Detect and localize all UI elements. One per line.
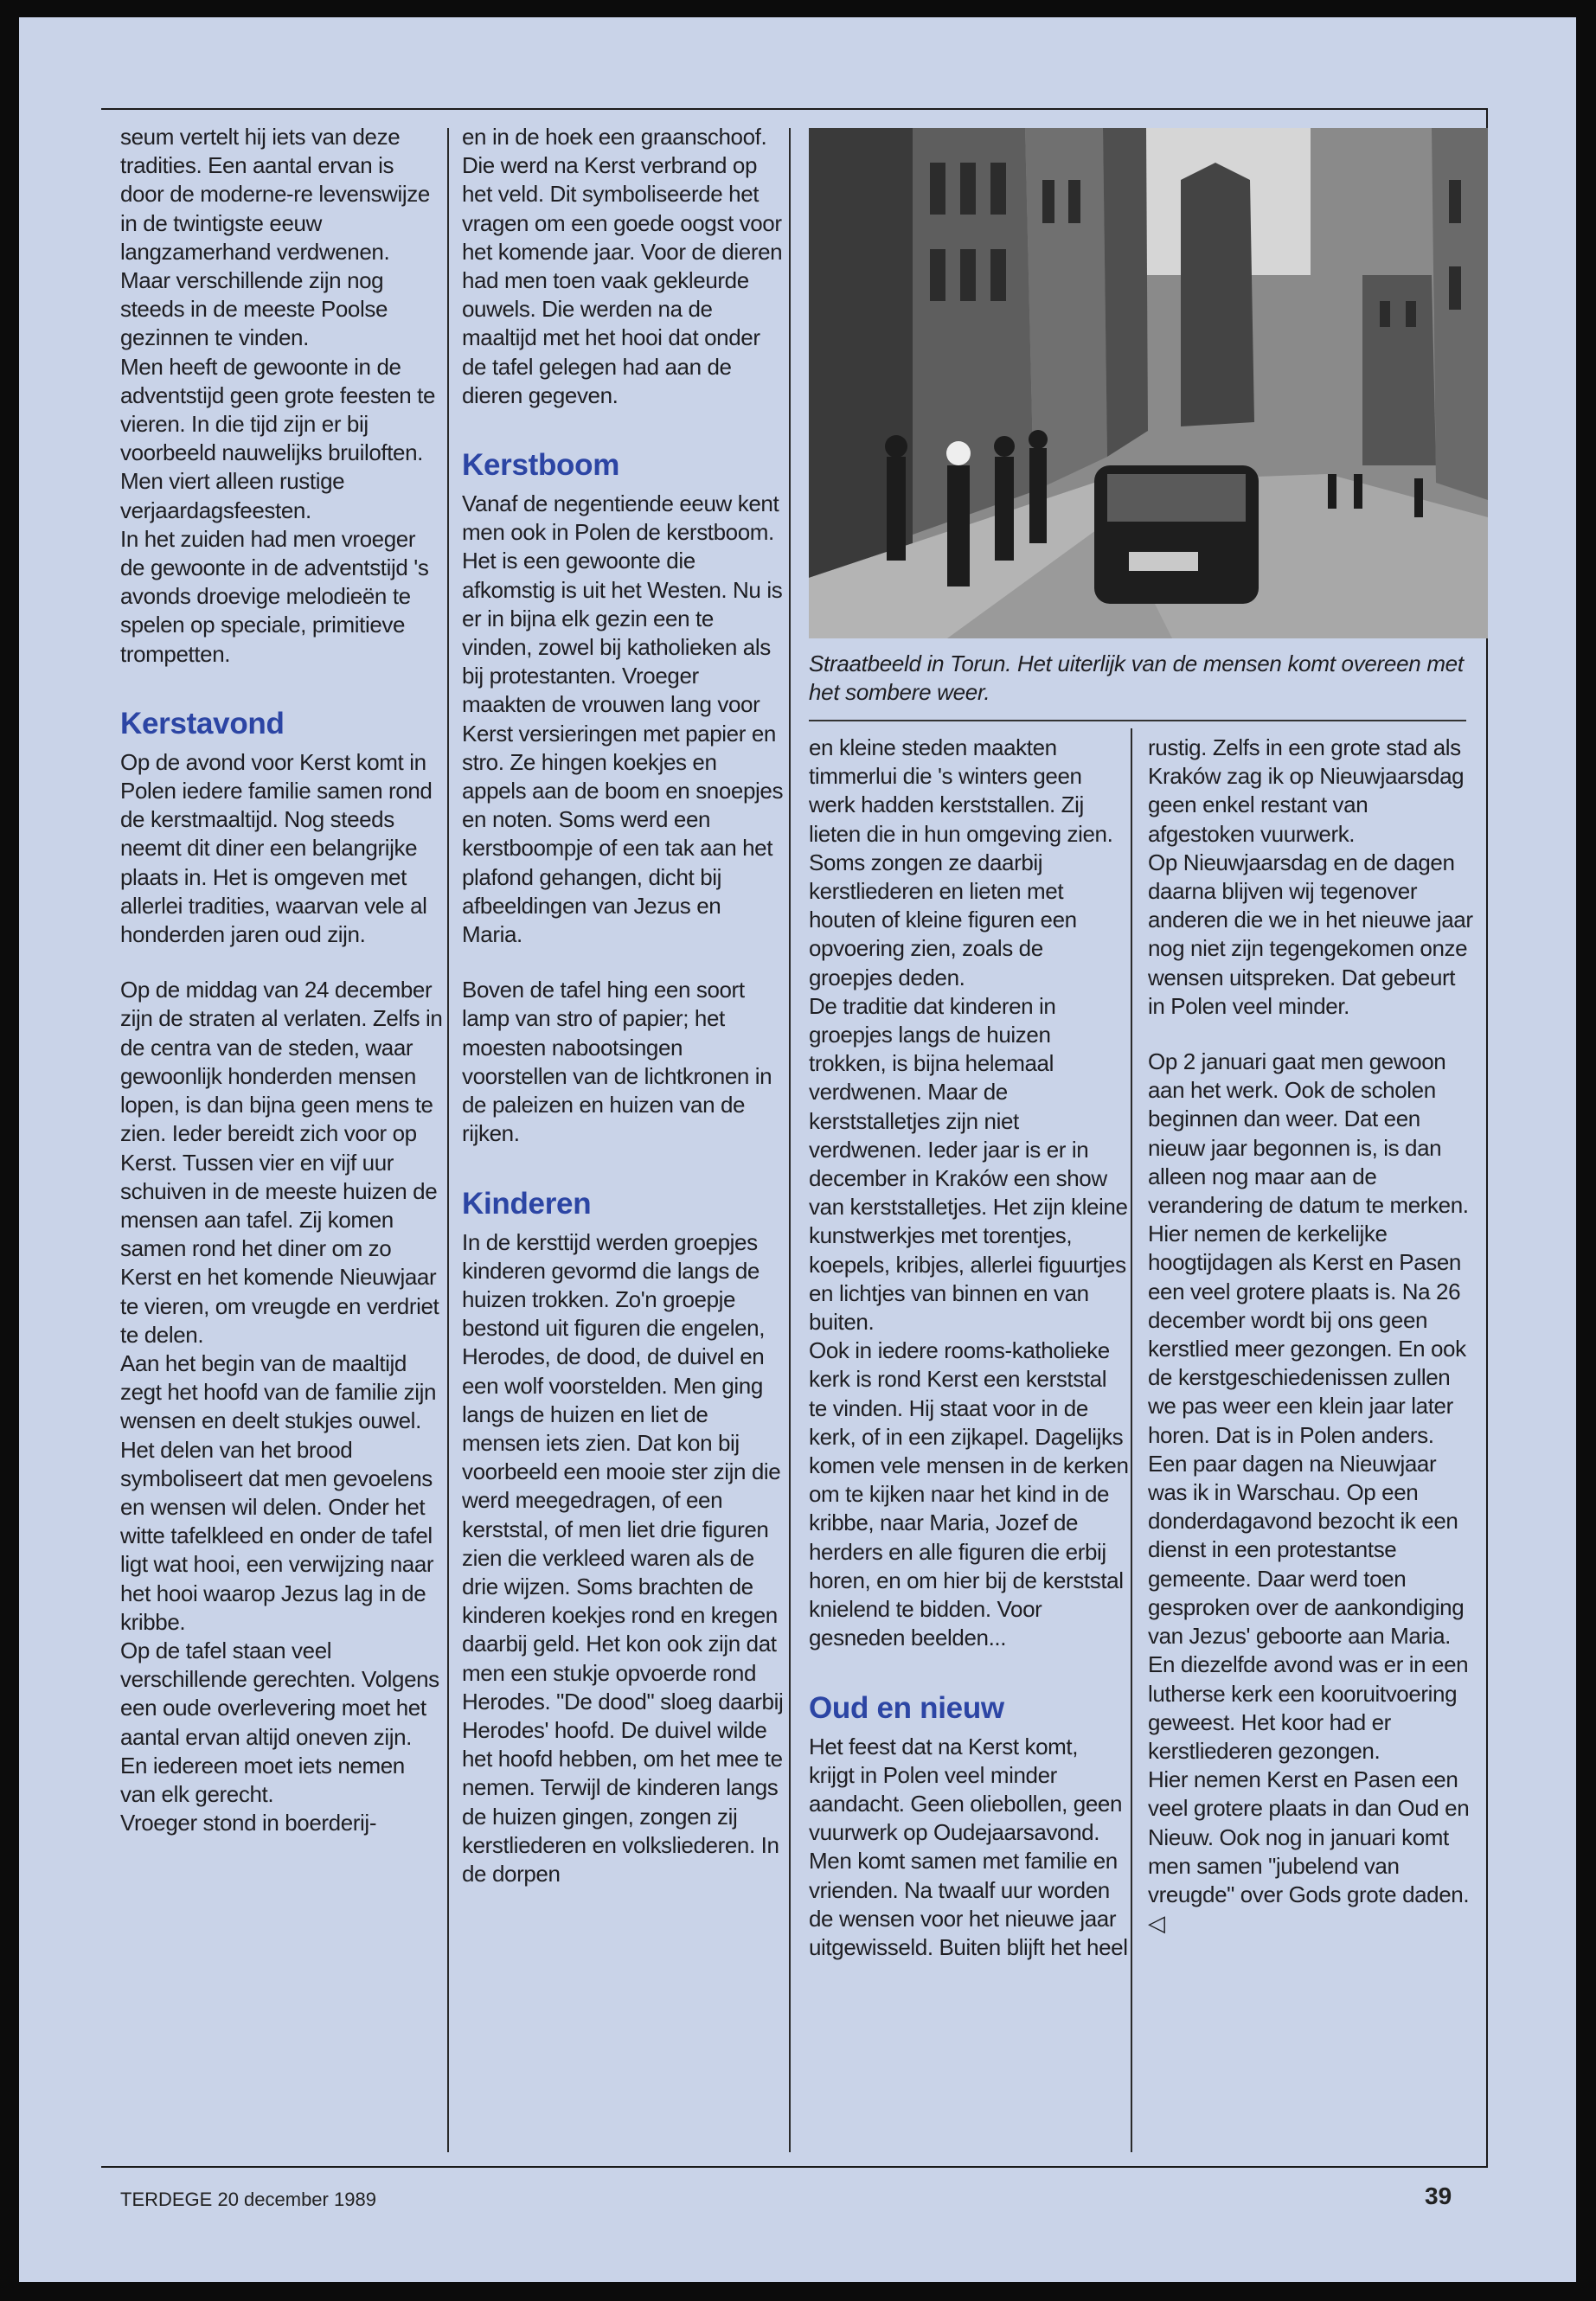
paragraph: Het feest dat na Kerst komt, krijgt in Polen veel minder aandacht. Geen oliebollen, geen vuurwerk op Oudejaarsavond. Men komt samen met familie en vrienden. Na twaalf uur worden de wensen voor het nieuwe jaar uitgewisseld. Buiten blijft het heel bbox=[809, 1733, 1128, 1960]
street-scene-image bbox=[809, 128, 1488, 638]
page-number: 39 bbox=[1425, 2182, 1452, 2209]
paragraph: In de kersttijd werden groepjes kinderen gevormd die langs de huizen trokken. Zo'n groepje bestond uit figuren die engelen, Herodes, de dood, de duivel en een wolf voorstelden. Men ging langs de huizen en liet de mensen iets zien. Dat kon bij voorbeeld een mooie ster zijn die werd meegedragen, of een kerststal, of men liet drie figuren zien die verkleed waren als de drie wijzen. Soms brachten de kinderen koekjes rond en kregen daarbij geld. Het kon ook zijn dat men een stukje opvoerde rond Herodes. "De dood" sloeg daarbij Herodes' hoofd. De duivel wilde het hoofd hebben, om het mee te nemen. Terwijl de kinderen langs de huizen gingen, zongen zij kerstliederen en volksliederen. In de dorpen bbox=[462, 1228, 784, 1887]
paragraph: rustig. Zelfs in een grote stad als Kraków zag ik op Nieuwjaarsdag geen enkel restant van afgestoken vuurwerk. bbox=[1148, 734, 1465, 847]
column-divider bbox=[789, 128, 791, 2152]
paragraph: en in de hoek een graanschoof. Die werd na Kerst verbrand op het veld. Dit symboliseerde het vragen om een goede oogst voor het komende jaar. Voor de dieren had men toen vaak gekleurde ouwels. Die werden na de maaltijd met het hooi dat onder de tafel gelegen had aan de dieren gegeven. bbox=[462, 124, 783, 408]
paragraph: seum vertelt hij iets van deze tradities. Een aantal ervan is door de moderne-re levenswijze in de twintigste eeuw langzamerhand verdwenen. Maar verschillende zijn nog steeds in de meeste Poolse gezinnen te vinden. bbox=[120, 124, 430, 351]
column-divider bbox=[1131, 728, 1132, 2152]
section-heading-oud-en-nieuw: Oud en nieuw bbox=[809, 1690, 1004, 1725]
paragraph: Op de avond voor Kerst komt in Polen iedere familie samen rond de kerstmaaltijd. Nog steeds neemt dit diner een belangrijke plaats in. Het is omgeven met allerlei tradities, waarvan vele al honderden jaren oud zijn. bbox=[120, 748, 433, 948]
paragraph: Boven de tafel hing een soort lamp van stro of papier; het moesten nabootsingen voorstellen van de lichtkronen in de paleizen en huizen van de rijken. bbox=[462, 977, 772, 1147]
article-column-3 bbox=[809, 734, 1129, 1962]
paragraph: Op de middag van 24 december zijn de straten al verlaten. Zelfs in de centra van de steden, waar gewoonlijk honderden mensen lopen, is dan bijna geen mens te zien. Ieder bereidt zich voor op Kerst. Tussen vier en vijf uur schuiven in de meeste huizen de mensen aan tafel. Zij komen samen rond het diner om zo Kerst en het komende Nieuwjaar te vieren, om vreugde en verdriet te delen. bbox=[120, 977, 443, 1348]
paragraph: De traditie dat kinderen in groepjes langs de huizen trokken, is bijna helemaal verdwenen. Maar de kerststalletjes zijn niet verdwenen. Ieder jaar is er in december in Kraków een show van kerststalletjes. Het zijn kleine kunstwerkjes met torentjes, koepels, kribjes, allerlei figuurtjes en lichtjes van binnen en van buiten. bbox=[809, 992, 1128, 1336]
paragraph: Ook in iedere rooms-katholieke kerk is rond Kerst een kerststal te vinden. Hij staat voor in de kerk, of in een zijkapel. Dagelijks komen vele mensen in de kerken om te kijken naar het kind in de kribbe, naar Maria, Jozef de herders en alle figuren die erbij horen, en om hier bij de kerststal knielend te bidden. Voor gesneden beelden... bbox=[809, 1337, 1129, 1651]
paragraph: Vanaf de negentiende eeuw kent men ook in Polen de kerstboom. Het is een gewoonte die afkomstig is uit het Westen. Nu is er in bijna elk gezin een te vinden, zowel bij katholieken als bij protestanten. Vroeger maakten de vrouwen lang voor Kerst versieringen met papier en stro. Ze hingen koekjes en appels aan de boom en snoepjes en noten. Soms werd een kerstboompje of een tak aan het plafond gehangen, dicht bij afbeeldingen van Jezus en Maria. bbox=[462, 490, 784, 948]
photo-caption: Straatbeeld in Torun. Het uiterlijk van de mensen komt overeen met het sombere weer. bbox=[809, 651, 1464, 705]
street-photo bbox=[809, 128, 1488, 638]
paragraph: In het zuiden had men vroeger de gewoonte in de adventstijd 's avonds droevige melodieën te spelen op speciale, primitieve trompetten. bbox=[120, 525, 429, 667]
article-column-4 bbox=[1148, 734, 1477, 1938]
section-heading-kinderen: Kinderen bbox=[462, 1186, 592, 1221]
section-heading-kerstboom: Kerstboom bbox=[462, 448, 620, 483]
frame-top-rule bbox=[101, 108, 1488, 110]
paragraph: Vroeger stond in boerderij- bbox=[120, 1810, 377, 1836]
paragraph: Op de tafel staan veel verschillende gerechten. Volgens een oude overlevering moet het aantal ervan altijd oneven zijn. En iedereen moet iets nemen van elk gerecht. bbox=[120, 1637, 439, 1807]
column-divider bbox=[447, 128, 449, 2152]
paragraph: Op 2 januari gaat men gewoon aan het werk. Ook de scholen beginnen dan weer. Dat een nieuw jaar begonnen is, is dan alleen nog maar aan de verandering de datum te merken. Hier nemen de kerkelijke hoogtijdagen als Kerst en Pasen een veel grotere plaats is. Na 26 december wordt bij ons geen kerstlied meer gezongen. En ook de kerstgeschiedenissen zullen we pas weer een klein jaar later horen. Dat is in Polen anders. Een paar dagen na Nieuwjaar was ik in Warschau. Op een donderdagavond bezocht ik een dienst in een protestantse gemeente. Daar werd toen gesproken over de aankondiging van Jezus' geboorte aan Maria. En diezelfde avond was er in een lutherse kerk een kooruitvoering geweest. Het koor had er kerstliederen gezongen. bbox=[1148, 1048, 1469, 1764]
section-heading-kerstavond: Kerstavond bbox=[120, 706, 285, 740]
paragraph: Aan het begin van de maaltijd zegt het hoofd van de familie zijn wensen en deelt stukjes ouwel. Het delen van het brood symboliseert dat men gevoelens en wensen wil delen. Onder het witte tafelkleed en onder de tafel ligt wat hooi, een verwijzing naar het hooi waarop Jezus lag in de kribbe. bbox=[120, 1349, 437, 1635]
paragraph: en kleine steden maakten timmerlui die 's winters geen werk hadden kerststallen. Zij lieten die in hun omgeving zien. Soms zongen ze daarbij kerstliederen en lieten met houten of kleine figuren een opvoering zien, zoals de groepjes deden. bbox=[809, 734, 1113, 990]
publication-footer: TERDEGE 20 december 1989 bbox=[120, 2189, 376, 2210]
paragraph: Op Nieuwjaarsdag en de dagen daarna blijven wij tegenover anderen die we in het nieuwe jaar nog niet zijn tegengekomen onze wensen uitspreken. Dat gebeurt in Polen veel minder. bbox=[1148, 849, 1473, 1019]
paragraph: Men heeft de gewoonte in de adventstijd geen grote feesten te vieren. In die tijd zijn er bij voorbeeld nauwelijks bruiloften. Men viert alleen rustige verjaardagsfeesten. bbox=[120, 353, 436, 523]
caption-rule bbox=[809, 720, 1466, 721]
paragraph: Hier nemen Kerst en Pasen een veel grotere plaats in dan Oud en Nieuw. Ook nog in januari komt men samen "jubelend van vreugde" over Gods grote daden. ◁ bbox=[1148, 1766, 1470, 1937]
frame-bottom-rule bbox=[101, 2166, 1488, 2168]
article-column-2 bbox=[462, 123, 785, 1888]
article-column-1 bbox=[120, 123, 443, 1837]
magazine-page bbox=[19, 17, 1576, 2282]
